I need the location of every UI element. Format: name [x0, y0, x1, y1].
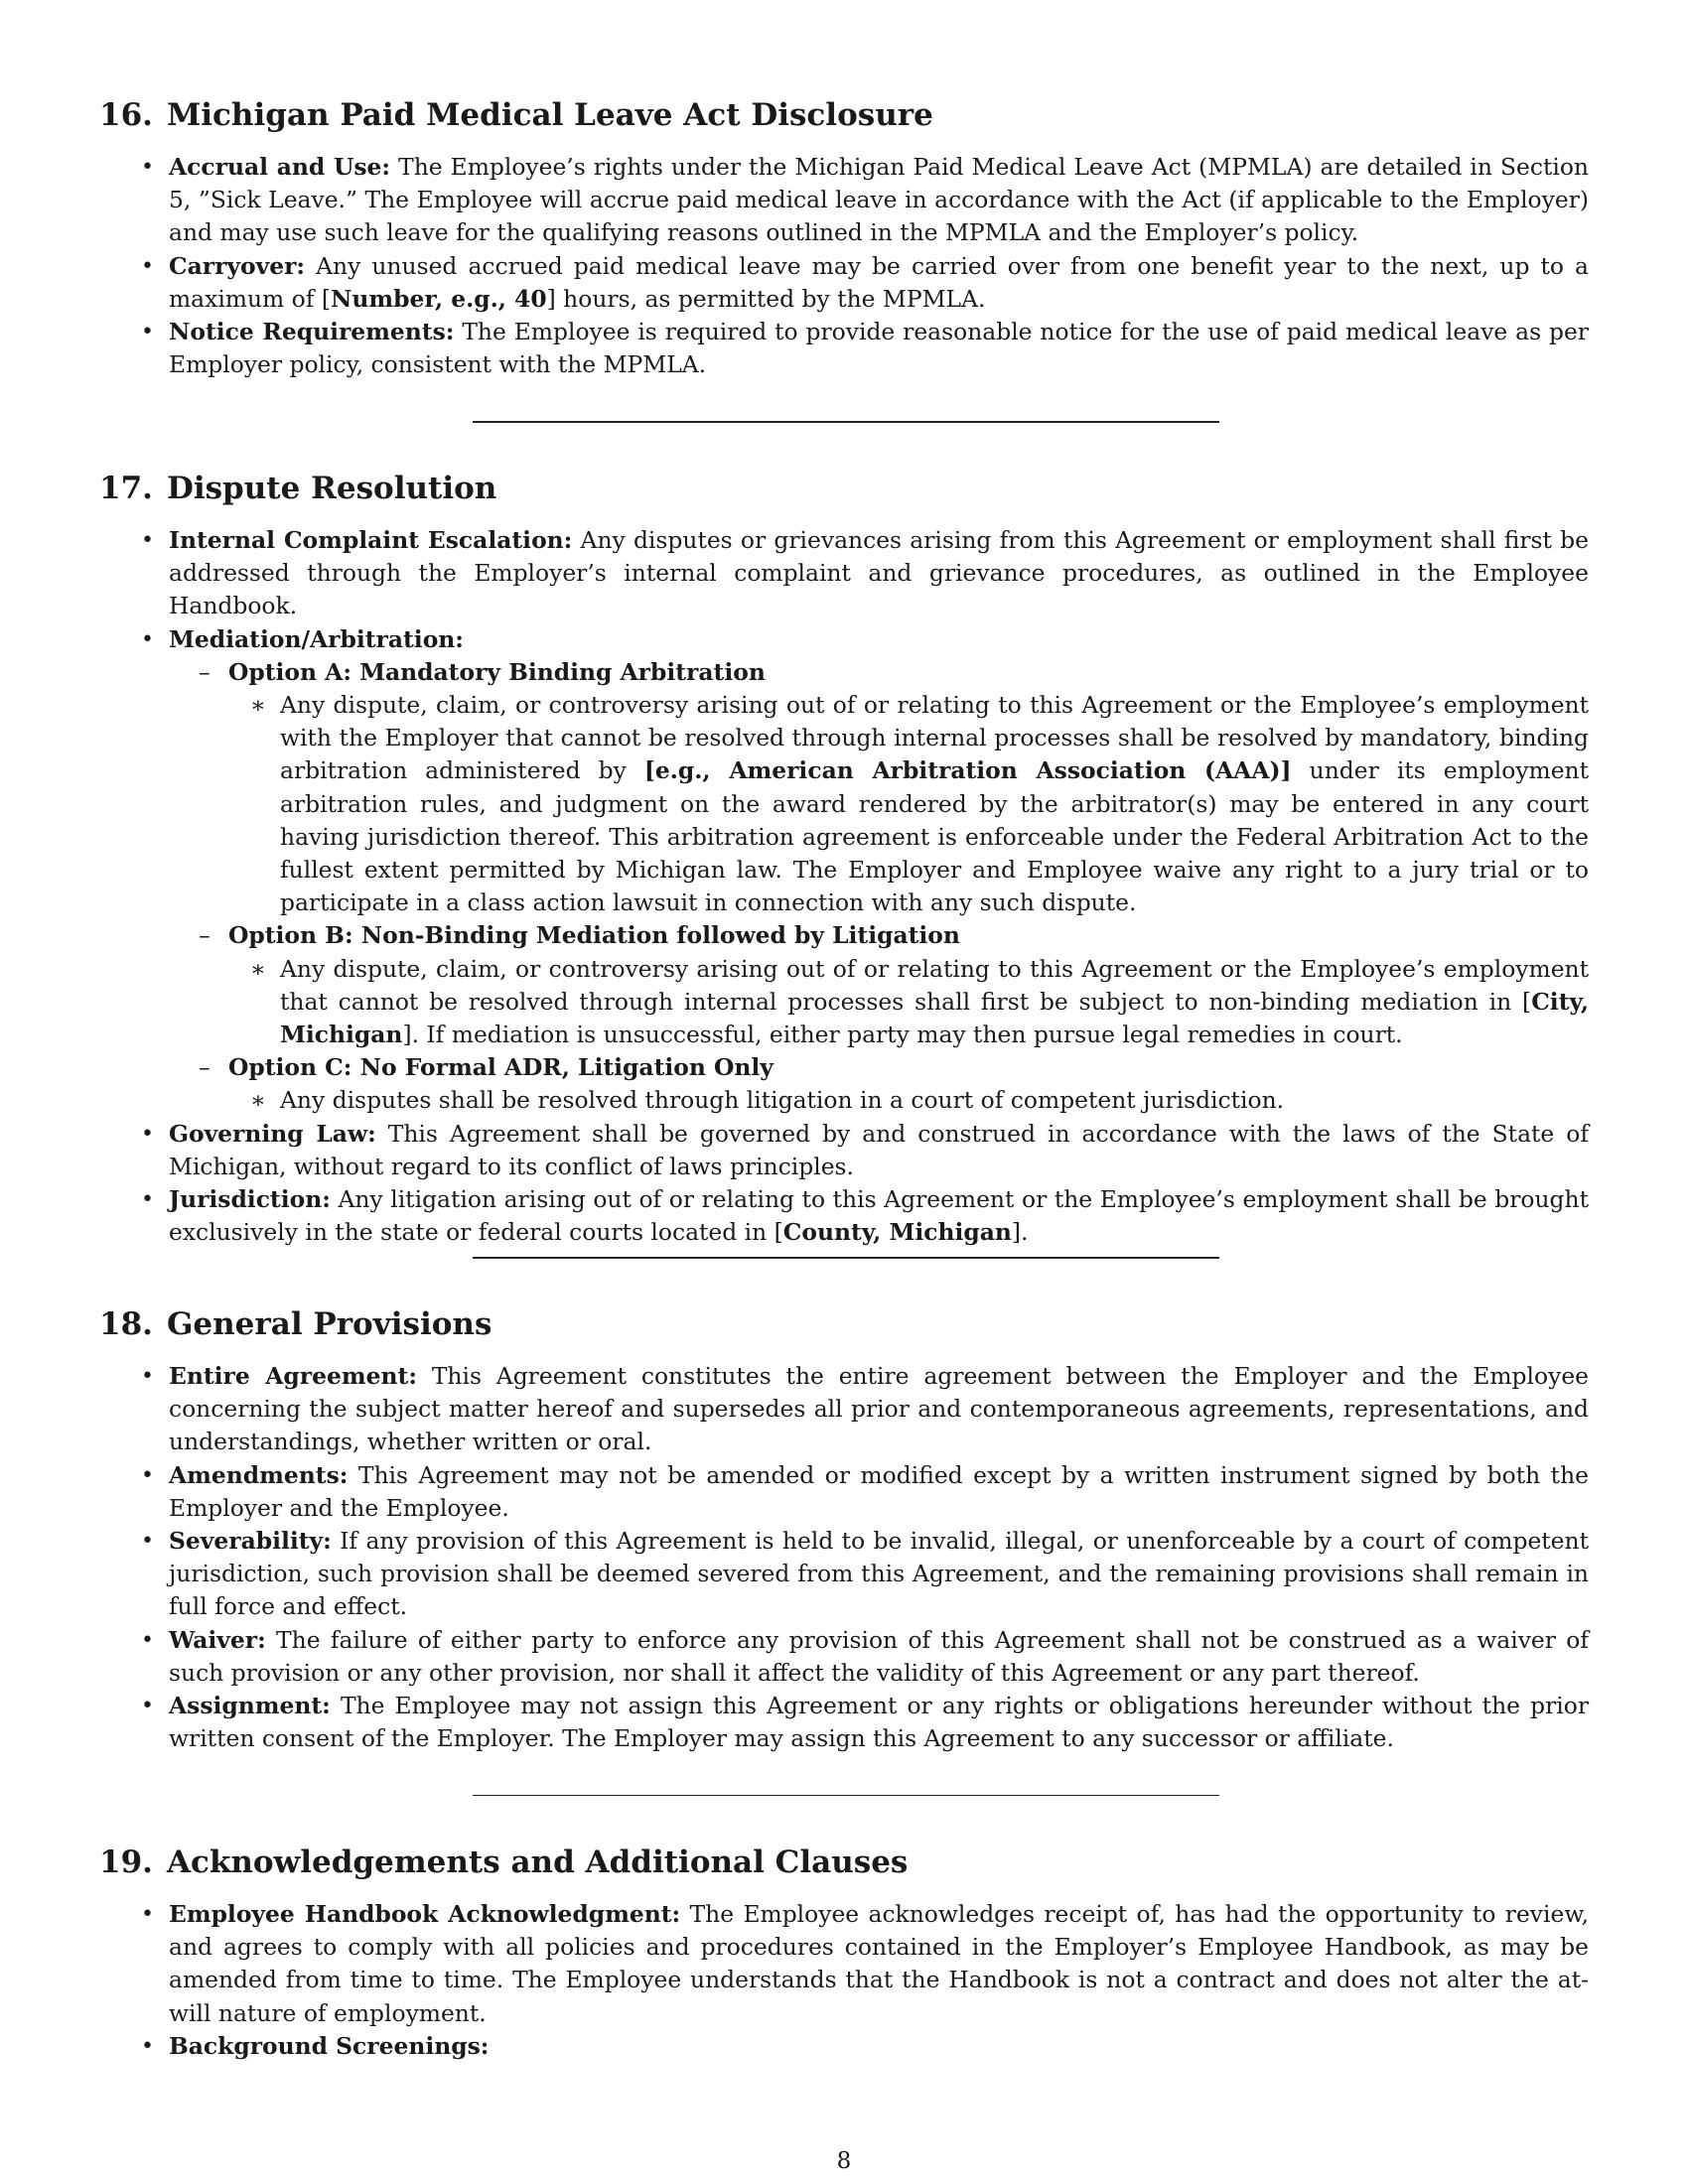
section-16-heading: [99, 95, 933, 135]
item-text: This Agreement constitutes the entire agreement between the Employer and the Employee concerning the subject matter hereof and supersedes all prior and contemporaneous agreements, representations, and understandings, whether written or oral.: [169, 1362, 1589, 1456]
item-text: ] hours, as permitted by the MPMLA.: [546, 284, 986, 313]
placeholder-field: County, Michigan: [782, 1218, 1012, 1247]
section-number: 17.: [99, 471, 153, 506]
option-title: Option A: Mandatory Binding Arbitration: [228, 657, 766, 686]
option-title: Option C: No Formal ADR, Litigation Only: [228, 1053, 774, 1082]
item-label: Mediation/Arbitration:: [169, 624, 464, 653]
arbitration-options: [169, 656, 1589, 1118]
section-title: Acknowledgements and Additional Clauses: [166, 1844, 909, 1880]
item-text: Any disputes or grievances arising from this Agreement or employment shall first be addressed through the Employer’s internal complaint and grievance procedures, as outlined in the Employee Handbook.: [169, 526, 1589, 620]
section-divider: [473, 1795, 1219, 1796]
item-label: Severability:: [169, 1527, 332, 1556]
item-text: The failure of either party to enforce any provision of this Agreement shall not be construed as a waiver of such provision or any other provision, nor shall it affect the validity of this Agreement or any part thereof.: [169, 1625, 1589, 1687]
option-detail: [228, 689, 1589, 919]
item-text: under its employment arbitration rules, and judgment on the award rendered by the arbitrator(s) may be entered in any court having jurisdiction thereof. This arbitration agreement is enforceable under the Federal Arbitration Act to the fullest extent permitted by Michigan law. The Employer and Employee waive any right to a jury trial or to participate in a class action lawsuit in connection with any such dispute.: [280, 756, 1590, 917]
item-text: Any litigation arising out of or relating to this Agreement or the Employee’s employment shall be brought exclusively in the state or federal courts located in [: [169, 1185, 1589, 1247]
item-label: Amendments:: [169, 1460, 349, 1489]
list-item: [99, 1118, 1589, 1183]
section-18-heading: [99, 1304, 492, 1344]
option-detail: [228, 1084, 1589, 1117]
section-number: 19.: [99, 1844, 153, 1880]
placeholder-field: [e.g., American Arbitration Association (AAA)]: [643, 756, 1292, 785]
section-16-list: [99, 151, 1589, 381]
item-text: Any dispute, claim, or controversy arising out of or relating to this Agreement or the Employee’s employment that cannot be resolved through internal processes shall first be subject to non-binding mediation in [: [280, 954, 1589, 1016]
item-text: The Employee acknowledges receipt of, has had the opportunity to review, and agrees to comply with all policies and procedures contained in the Employer’s Employee Handbook, as may be amended from time to time. The Employee understands that the Handbook is not a contract and does not alter the at-will nature of employment.: [169, 1900, 1590, 2027]
list-item: [99, 1624, 1589, 1690]
item-label: Employee Handbook Acknowledgment:: [169, 1900, 681, 1928]
section-divider: [473, 1257, 1219, 1259]
option-title: Option B: Non-Binding Mediation followed by Litigation: [228, 921, 960, 950]
item-text: The Employee is required to provide reasonable notice for the use of paid medical leave as per Employer policy, consistent with the MPMLA.: [169, 318, 1589, 379]
item-text: ]. If mediation is unsuccessful, either party may then pursue legal remedies in court.: [402, 1021, 1403, 1049]
list-item: [99, 1459, 1589, 1525]
option-item: [169, 919, 1589, 1051]
list-item: [99, 250, 1589, 316]
placeholder-field: City, Michigan: [280, 987, 1589, 1049]
item-text: If any provision of this Agreement is held to be invalid, illegal, or unenforceable by a court of competent jurisdiction, such provision shall be deemed severed from this Agreement, and the remaining provisions shall remain in full force and effect.: [169, 1527, 1589, 1621]
list-item: [99, 1183, 1589, 1249]
section-18-list: [99, 1360, 1589, 1755]
list-item: [99, 524, 1589, 623]
section-title: General Provisions: [166, 1306, 492, 1342]
section-19-heading: [99, 1843, 908, 1882]
section-title: Michigan Paid Medical Leave Act Disclosure: [166, 97, 933, 133]
item-label: Internal Complaint Escalation:: [169, 526, 573, 554]
section-divider: [473, 421, 1219, 423]
section-17-heading: [99, 469, 496, 508]
section-title: Dispute Resolution: [166, 471, 497, 506]
item-text: ].: [1011, 1218, 1029, 1247]
option-detail: [228, 953, 1589, 1052]
section-number: 18.: [99, 1306, 153, 1342]
option-detail-list: [228, 1084, 1589, 1117]
list-item: [99, 1898, 1589, 2030]
item-text: The Employee’s rights under the Michigan Paid Medical Leave Act (MPMLA) are detailed in Section 5, ”Sick Leave.” The Employee will accrue paid medical leave in accordance with the Act (if applicable to the Employer) and may use such leave for the qualifying reasons outlined in the MPMLA and the Employer’s policy.: [169, 153, 1589, 247]
item-label: Carryover:: [169, 251, 306, 280]
item-label: Jurisdiction:: [169, 1185, 331, 1214]
section-19-list: [99, 1898, 1589, 2063]
option-item: [169, 656, 1589, 920]
item-label: Entire Agreement:: [169, 1362, 417, 1390]
item-label: Accrual and Use:: [169, 153, 391, 181]
item-text: The Employee may not assign this Agreement or any rights or obligations hereunder without the prior written consent of the Employer. The Employer may assign this Agreement to any successor or affiliate.: [169, 1692, 1589, 1753]
item-label: Background Screenings:: [169, 2031, 490, 2060]
list-item: [99, 1360, 1589, 1459]
list-item: [99, 151, 1589, 250]
option-detail-list: [228, 689, 1589, 919]
item-label: Notice Requirements:: [169, 318, 455, 346]
placeholder-field: Number, e.g., 40: [330, 284, 547, 313]
section-17-list: [99, 524, 1589, 1249]
list-item: [99, 623, 1589, 1118]
list-item: [99, 316, 1589, 381]
item-text: Any dispute, claim, or controversy arising out of or relating to this Agreement or the Employee’s employment with the Employer that cannot be resolved through internal processes shall be resolved by mandatory, binding arbitration administered by: [280, 691, 1589, 785]
item-label: Assignment:: [169, 1692, 331, 1720]
list-item: [99, 1690, 1589, 1755]
item-text: Any disputes shall be resolved through litigation in a court of competent jurisdiction.: [280, 1086, 1285, 1115]
section-number: 16.: [99, 97, 153, 133]
list-item: [99, 1525, 1589, 1624]
item-text: Any unused accrued paid medical leave may be carried over from one benefit year to the next, up to a maximum of [: [169, 251, 1589, 313]
item-label: Governing Law:: [169, 1119, 376, 1148]
item-text: This Agreement shall be governed by and construed in accordance with the laws of the State of Michigan, without regard to its conflict of laws principles.: [169, 1119, 1589, 1180]
option-item: [169, 1051, 1589, 1117]
item-text: This Agreement may not be amended or modified except by a written instrument signed by both the Employer and the Employee.: [169, 1460, 1589, 1522]
option-detail-list: [228, 953, 1589, 1052]
item-label: Waiver:: [169, 1625, 266, 1654]
page-number: 8: [836, 2148, 852, 2174]
list-item: [99, 2030, 1589, 2063]
